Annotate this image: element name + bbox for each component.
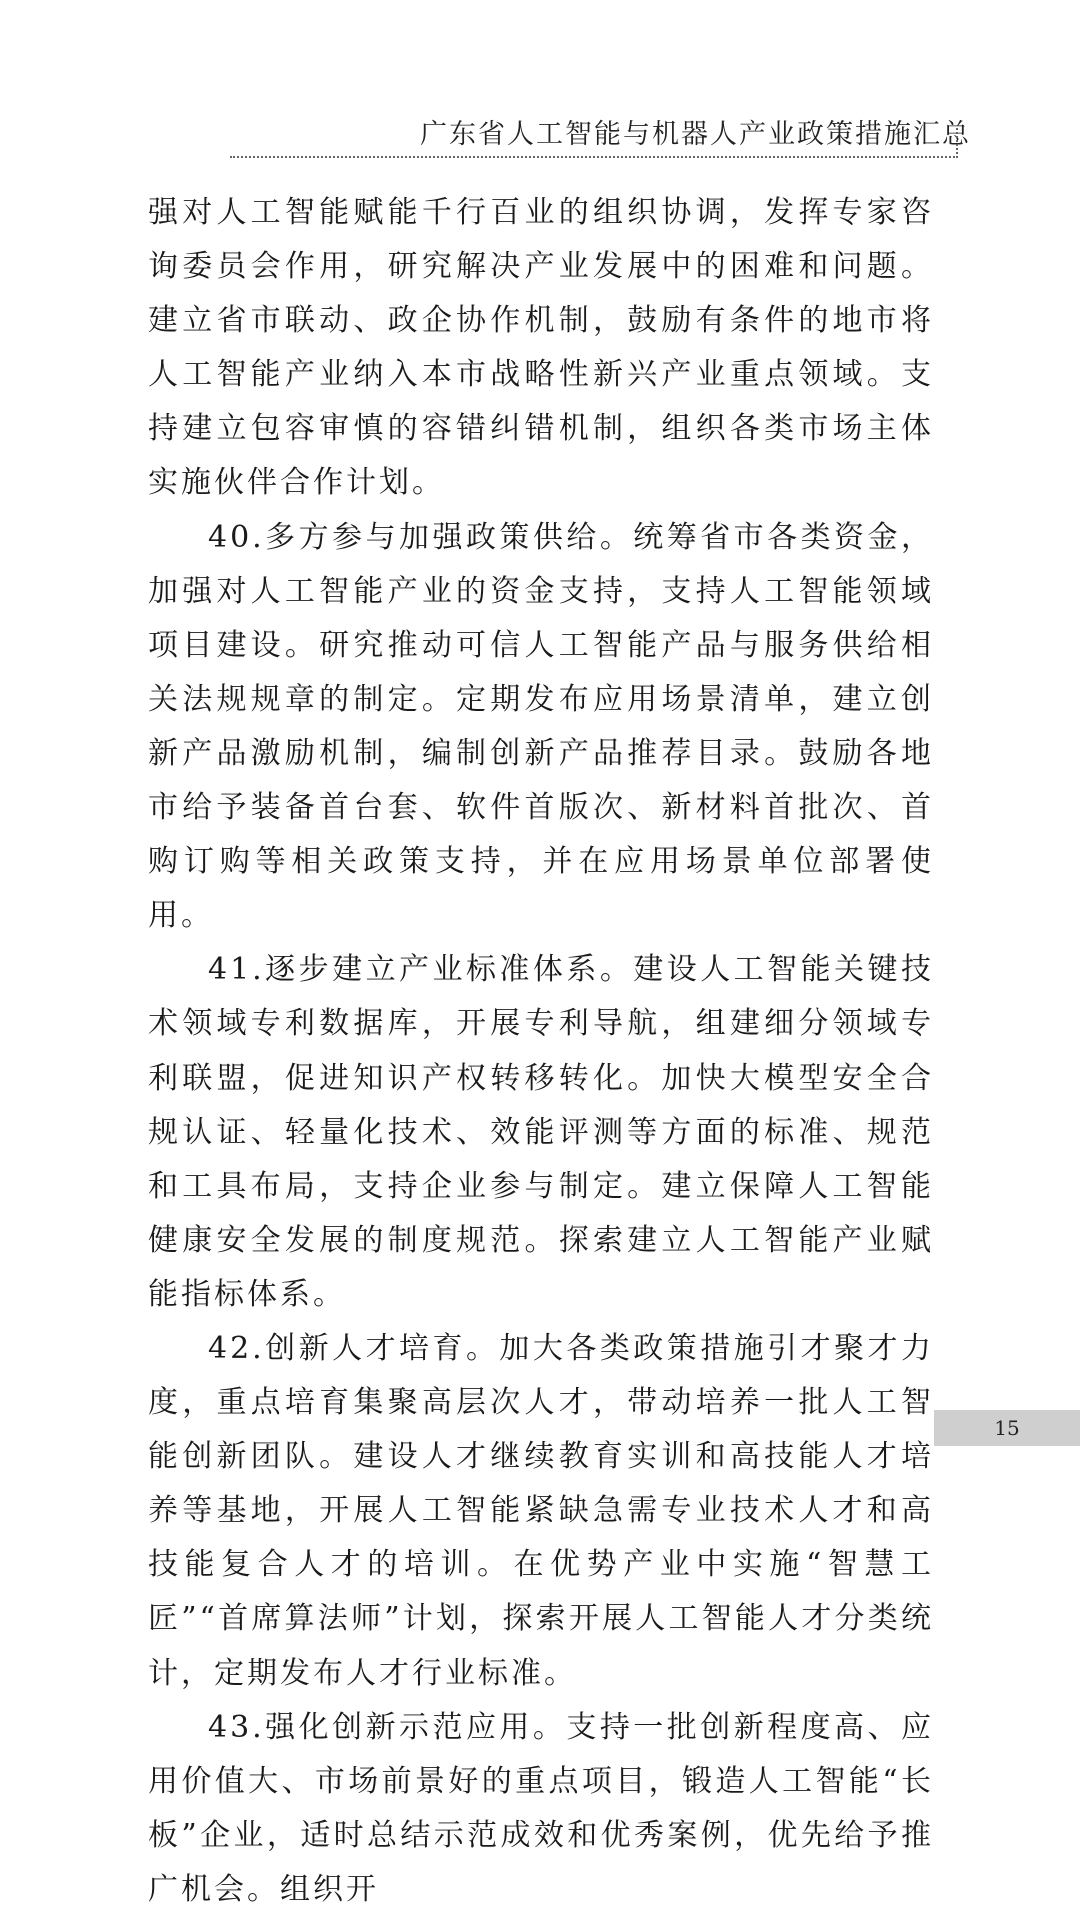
page-number: 15: [994, 1416, 1020, 1440]
paragraph-continuation: 强对人工智能赋能千行百业的组织协调，发挥专家咨询委员会作用，研究解决产业发展中的困难和问题。建立省市联动、政企协作机制，鼓励有条件的地市将人工智能产业纳入本市战略性新兴产业重点领域。支持建立包容审慎的容错纠错机制，组织各类市场主体实施伙伴合作计划。: [148, 195, 934, 501]
page-number-tab: [934, 1410, 1080, 1446]
header-dotted-rule: [230, 156, 958, 158]
paragraph-item-40: 40.多方参与加强政策供给。统筹省市各类资金，加强对人工智能产业的资金支持，支持人工智能领域项目建设。研究推动可信人工智能产品与服务供给相关法规规章的制定。定期发布应用场景清单，建立创新产品激励机制，编制创新产品推荐目录。鼓励各地市给予装备首台套、软件首版次、新材料首批次、首购订购等相关政策支持，并在应用场景单位部署使用。: [148, 519, 934, 934]
paragraph-item-42: 42.创新人才培育。加大各类政策措施引才聚才力度，重点培育集聚高层次人才，带动培养一批人工智能创新团队。建设人才继续教育实训和高技能人才培养等基地，开展人工智能紧缺急需专业技术人才和高技能复合人才的培训。在优势产业中实施“智慧工匠”“首席算法师”计划，探索开展人工智能人才分类统计，定期发布人才行业标准。: [148, 1330, 934, 1691]
header-dotted-tick: [956, 128, 958, 158]
paragraph-item-43: 43.强化创新示范应用。支持一批创新程度高、应用价值大、市场前景好的重点项目，锻造人工智能“长板”企业，适时总结示范成效和优秀案例，优先给予推广机会。组织开: [148, 1709, 934, 1907]
body-text: [148, 186, 934, 1917]
running-header-title: 广东省人工智能与机器人产业政策措施汇总: [420, 119, 971, 150]
paragraph-item-41: 41.逐步建立产业标准体系。建设人工智能关键技术领域专利数据库，开展专利导航，组建细分领域专利联盟，促进知识产权转移转化。加快大模型安全合规认证、轻量化技术、效能评测等方面的标准、规范和工具布局，支持企业参与制定。建立保障人工智能健康安全发展的制度规范。探索建立人工智能产业赋能指标体系。: [148, 952, 934, 1312]
